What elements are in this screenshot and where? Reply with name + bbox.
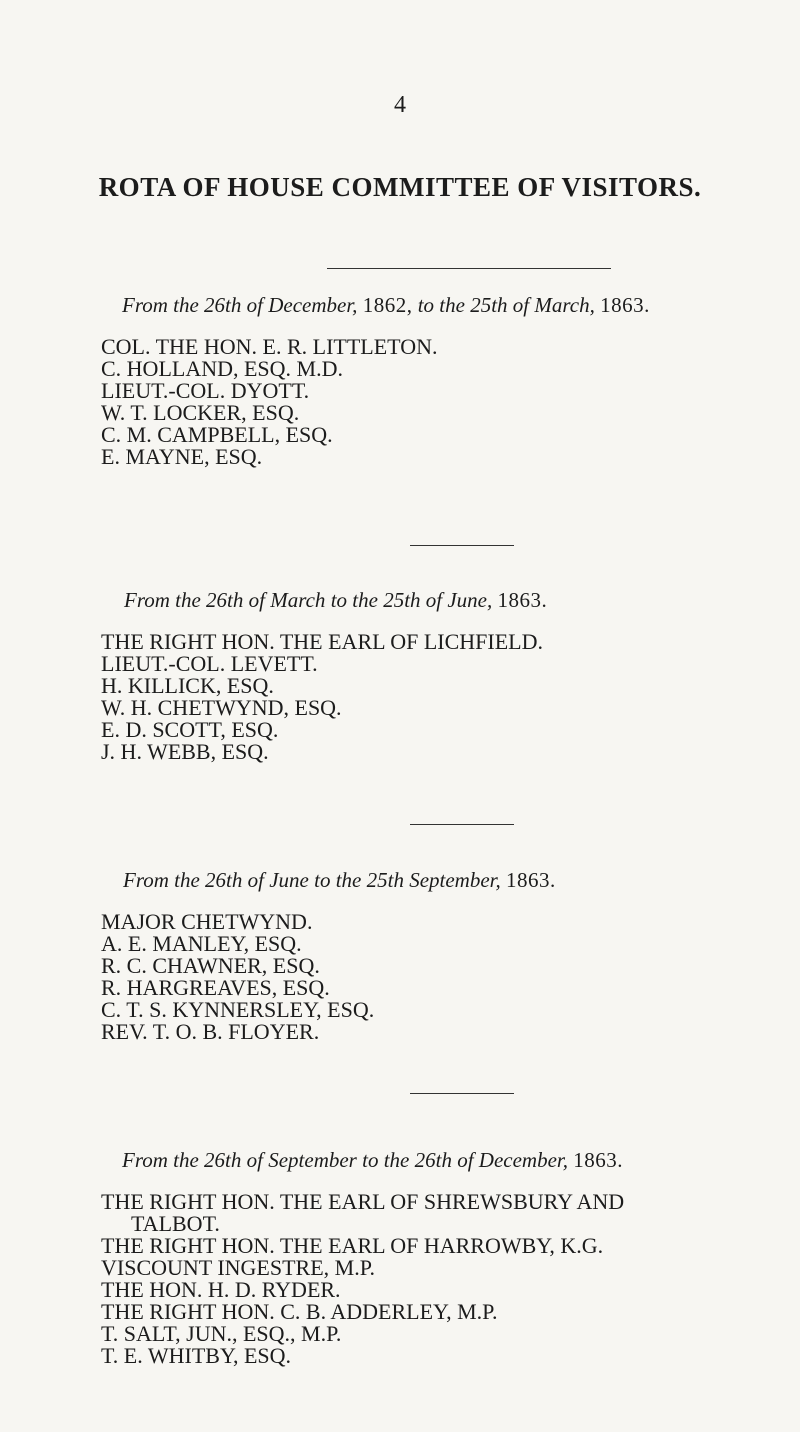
- member-name: THE RIGHT HON. THE EARL OF HARROWBY, K.G.: [101, 1233, 604, 1258]
- member-name: THE HON. H. D. RYDER.: [101, 1277, 341, 1302]
- member-name: T. SALT, JUN., ESQ., M.P.: [101, 1321, 342, 1346]
- member-name: W. T. LOCKER, ESQ.: [101, 400, 300, 425]
- member-name: R. HARGREAVES, ESQ.: [101, 975, 330, 1000]
- member-name: C. M. CAMPBELL, ESQ.: [101, 422, 333, 447]
- page-number: 4: [394, 92, 406, 118]
- member-name: J. H. WEBB, ESQ.: [101, 739, 269, 764]
- member-list: [0, 336, 800, 468]
- member-name: C. HOLLAND, ESQ. M.D.: [101, 356, 343, 381]
- title-rule: [327, 268, 611, 269]
- page-title: ROTA OF HOUSE COMMITTEE OF VISITORS.: [98, 172, 702, 202]
- rota-section: [0, 868, 800, 1043]
- member-name: LIEUT.-COL. LEVETT.: [101, 651, 318, 676]
- member-name: T. E. WHITBY, ESQ.: [101, 1343, 292, 1368]
- member-name: A. E. MANLEY, ESQ.: [101, 931, 302, 956]
- section-divider: [410, 824, 514, 825]
- member-name: R. C. CHAWNER, ESQ.: [101, 953, 320, 978]
- member-name: THE RIGHT HON. THE EARL OF SHREWSBURY AND: [101, 1189, 625, 1214]
- period-heading: From the 26th of June to the 25th September, 1863.: [123, 868, 556, 892]
- member-list: [0, 1191, 800, 1367]
- member-name: VISCOUNT INGESTRE, M.P.: [101, 1255, 376, 1280]
- member-name: COL. THE HON. E. R. LITTLETON.: [101, 334, 438, 359]
- member-list: [0, 631, 800, 763]
- member-name: MAJOR CHETWYND.: [101, 909, 313, 934]
- section-divider: [410, 1093, 514, 1094]
- section-divider: [410, 545, 514, 546]
- member-name: E. D. SCOTT, ESQ.: [101, 717, 279, 742]
- period-heading: From the 26th of September to the 26th of December, 1863.: [122, 1148, 623, 1172]
- period-heading: From the 26th of December, 1862, to the 25th of March, 1863.: [122, 293, 650, 317]
- member-name: E. MAYNE, ESQ.: [101, 444, 263, 469]
- member-name: THE RIGHT HON. THE EARL OF LICHFIELD.: [101, 629, 544, 654]
- member-name: THE RIGHT HON. C. B. ADDERLEY, M.P.: [101, 1299, 498, 1324]
- member-name: H. KILLICK, ESQ.: [101, 673, 274, 698]
- member-name: W. H. CHETWYND, ESQ.: [101, 695, 342, 720]
- rota-section: [0, 588, 800, 763]
- member-list: [0, 911, 800, 1043]
- member-name: REV. T. O. B. FLOYER.: [101, 1019, 320, 1044]
- rota-section: [0, 1148, 800, 1367]
- member-name-continuation: TALBOT.: [131, 1211, 220, 1236]
- member-name: LIEUT.-COL. DYOTT.: [101, 378, 310, 403]
- member-name: C. T. S. KYNNERSLEY, ESQ.: [101, 997, 375, 1022]
- rota-section: [0, 293, 800, 468]
- period-heading: From the 26th of March to the 25th of June, 1863.: [124, 588, 548, 612]
